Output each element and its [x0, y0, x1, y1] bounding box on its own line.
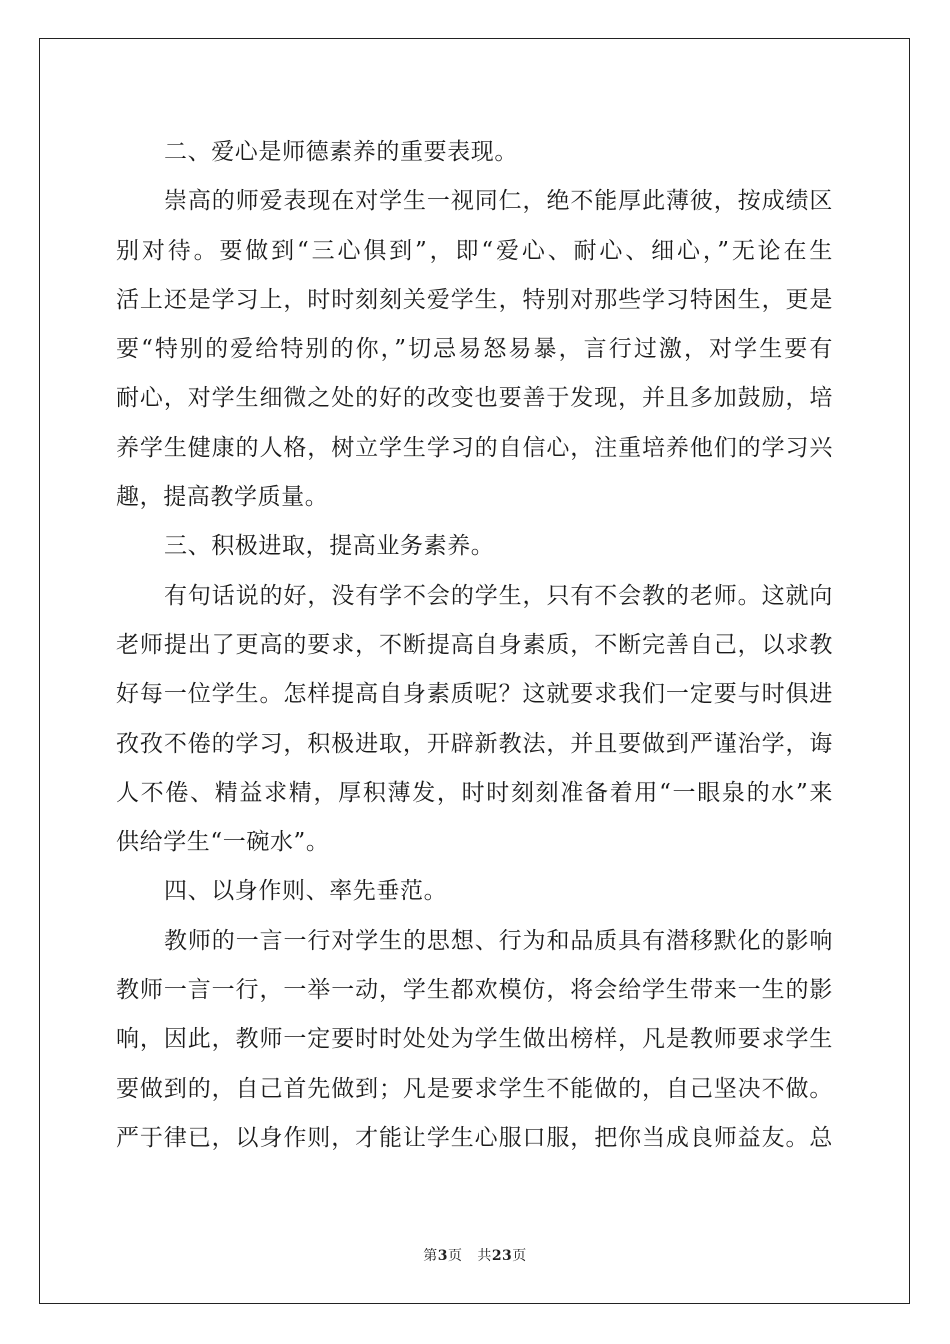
page-label-prefix: 第 — [423, 1248, 438, 1264]
text-line: 教师一言一行，一举一动，学生都欢模仿，将会给学生带来一生的影 — [116, 977, 833, 1004]
page-label-suffix: 页 — [447, 1248, 463, 1264]
text-line: 严于律已，以身作则，才能让学生心服口服，把你当成良师益友。总 — [116, 1124, 833, 1151]
text-line: 趣，提高教学质量。 — [116, 484, 329, 511]
text-line: 二、爱心是师德素养的重要表现。 — [164, 139, 518, 165]
text-line: 养学生健康的人格，树立学生学习的自信心，注重培养他们的学习兴 — [116, 434, 833, 461]
text-line: 好每一位学生。怎样提高自身素质呢？这就要求我们一定要与时俱进 — [116, 681, 833, 708]
text-line: 供给学生“一碗水”。 — [116, 829, 330, 856]
text-line: 响，因此，教师一定要时时处处为学生做出榜样，凡是教师要求学生 — [116, 1026, 833, 1053]
total-label-prefix: 共 — [477, 1248, 492, 1264]
text-line: 三、积极进取，提高业务素养。 — [164, 533, 495, 560]
text-line: 孜孜不倦的学习，积极进取，开辟新教法，并且要做到严谨治学，诲 — [116, 730, 833, 757]
text-line: 四、以身作则、率先垂范。 — [164, 878, 448, 905]
text-line: 人不倦、精益求精，厚积薄发，时时刻刻准备着用“一眼泉的水”来 — [116, 779, 833, 806]
current-page-number: 3 — [437, 1248, 448, 1264]
text-line: 崇高的师爱表现在对学生一视同仁，绝不能厚此薄彼，按成绩区 — [164, 188, 833, 215]
text-line: 老师提出了更高的要求，不断提高自身素质，不断完善自己，以求教 — [116, 631, 833, 658]
text-line: 别对待。要做到“三心俱到”，即“爱心、耐心、细心，”无论在生 — [116, 237, 833, 264]
text-line: 有句话说的好，没有学不会的学生，只有不会教的老师。这就向 — [164, 582, 833, 609]
text-line: 教师的一言一行对学生的思想、行为和品质具有潜移默化的影响 — [164, 927, 833, 954]
page-footer — [0, 1245, 950, 1265]
total-page-count: 23 — [491, 1248, 513, 1264]
document-body — [116, 128, 833, 1163]
total-label-suffix: 页 — [512, 1248, 527, 1264]
text-line: 要“特别的爱给特别的你，”切忌易怒易暴，言行过激，对学生要有 — [116, 336, 833, 363]
text-line: 活上还是学习上，时时刻刻关爱学生，特别对那些学习特困生，更是 — [116, 286, 833, 313]
text-line: 耐心，对学生细微之处的好的改变也要善于发现，并且多加鼓励，培 — [116, 385, 833, 412]
text-line: 要做到的，自己首先做到；凡是要求学生不能做的，自己坚决不做。 — [116, 1075, 833, 1102]
